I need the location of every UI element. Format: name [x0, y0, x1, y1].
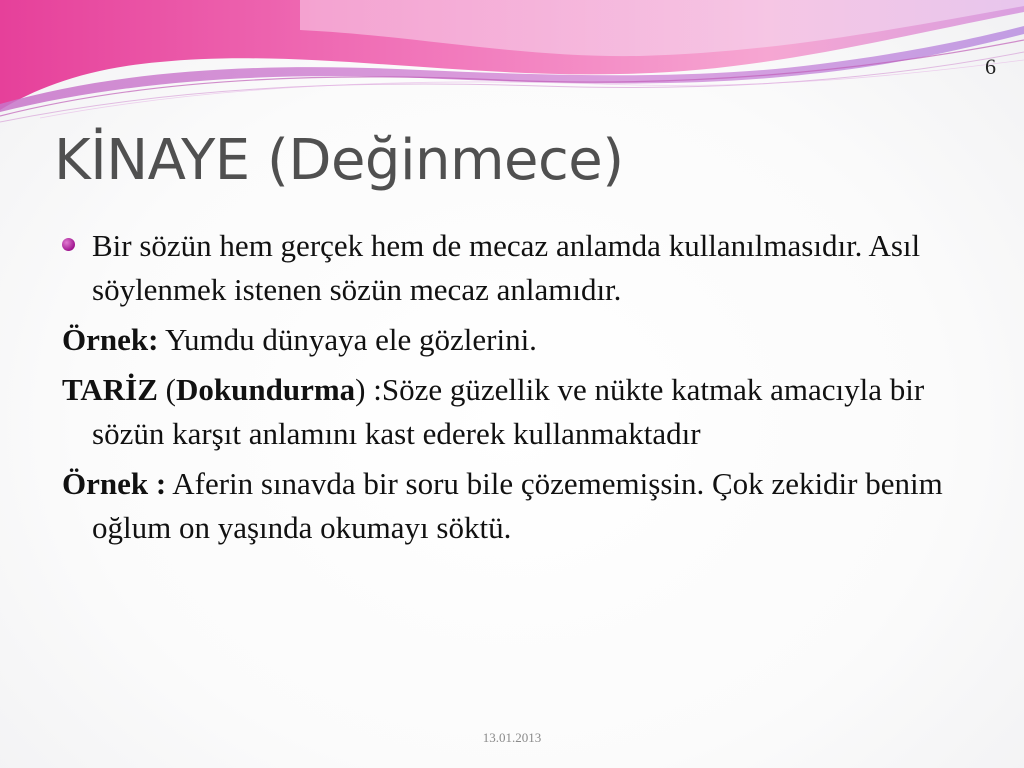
- example-2-paragraph: [62, 462, 962, 550]
- tariz-label: TARİZ: [62, 372, 158, 407]
- bullet-text: Bir sözün hem gerçek hem de mecaz anlamda kullanılmasıdır. Asıl söylenmek istenen sözün mecaz anlamıdır.: [92, 228, 921, 307]
- bullet-icon: [62, 238, 75, 251]
- header-wave-decoration: [0, 0, 1024, 130]
- example-2-label: Örnek :: [62, 466, 167, 501]
- example-1-label: Örnek:: [62, 322, 159, 357]
- tariz-synonym: Dokundurma: [175, 372, 356, 407]
- example-1-text: Yumdu dünyaya ele gözlerini.: [158, 322, 537, 357]
- tariz-paren-close: ): [355, 372, 366, 407]
- footer-date: 13.01.2013: [482, 730, 542, 745]
- slide-title: KİNAYE (Değinmece): [54, 128, 624, 193]
- tariz-definition: :Söze güzellik ve nükte katmak amacıyla bir sözün karşıt anlamını kast ederek kullanmaktadır: [92, 372, 925, 451]
- bullet-paragraph: [62, 224, 962, 312]
- example-1-paragraph: [62, 318, 962, 362]
- slide-content: [62, 224, 962, 556]
- example-2-text: Aferin sınavda bir soru bile çözememişsin. Çok zekidir benim oğlum on yaşında okumayı söktü.: [92, 466, 943, 545]
- tariz-paragraph: [62, 368, 962, 456]
- slide-number: 6: [985, 54, 996, 79]
- tariz-paren-open: (: [157, 372, 176, 407]
